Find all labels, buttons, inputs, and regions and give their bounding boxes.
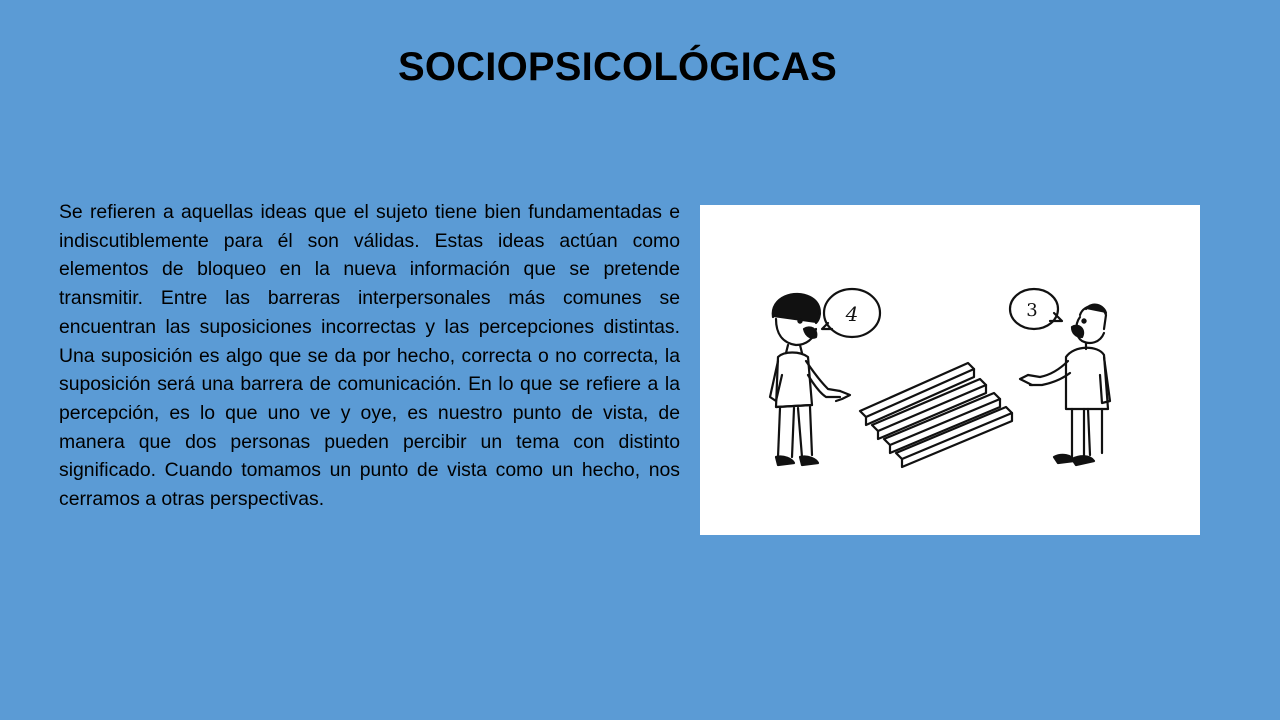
illusion-bars	[860, 363, 1012, 467]
left-person-figure	[770, 294, 850, 465]
slide-body-text: Se refieren a aquellas ideas que el sujeto tiene bien fundamentadas e indiscutiblemente para él son válidas. Estas ideas actúan como elementos de bloqueo en la nueva información que se pretende transmitir. Entre las barreras interpersonales más comunes se encuentran las suposiciones incorrectas y las percepciones distintas. Una suposición es algo que se da por hecho, correcta o no correcta, la suposición será una barrera de comunicación. En lo que se refiere a la percepción, es lo que uno ve y oye, es nuestro punto de vista, de manera que dos personas pueden percibir un tema con distinto significado. Cuando tomamos un punto de vista como un hecho, nos cerramos a otras perspectivas.	[59, 201, 680, 511]
perception-cartoon	[700, 205, 1200, 535]
right-bubble-number: 3	[1026, 300, 1038, 321]
left-bubble-number: 4	[845, 302, 859, 326]
perception-illustration	[700, 205, 1200, 535]
slide-title: SOCIOPSICOLÓGICAS	[397, 45, 837, 89]
